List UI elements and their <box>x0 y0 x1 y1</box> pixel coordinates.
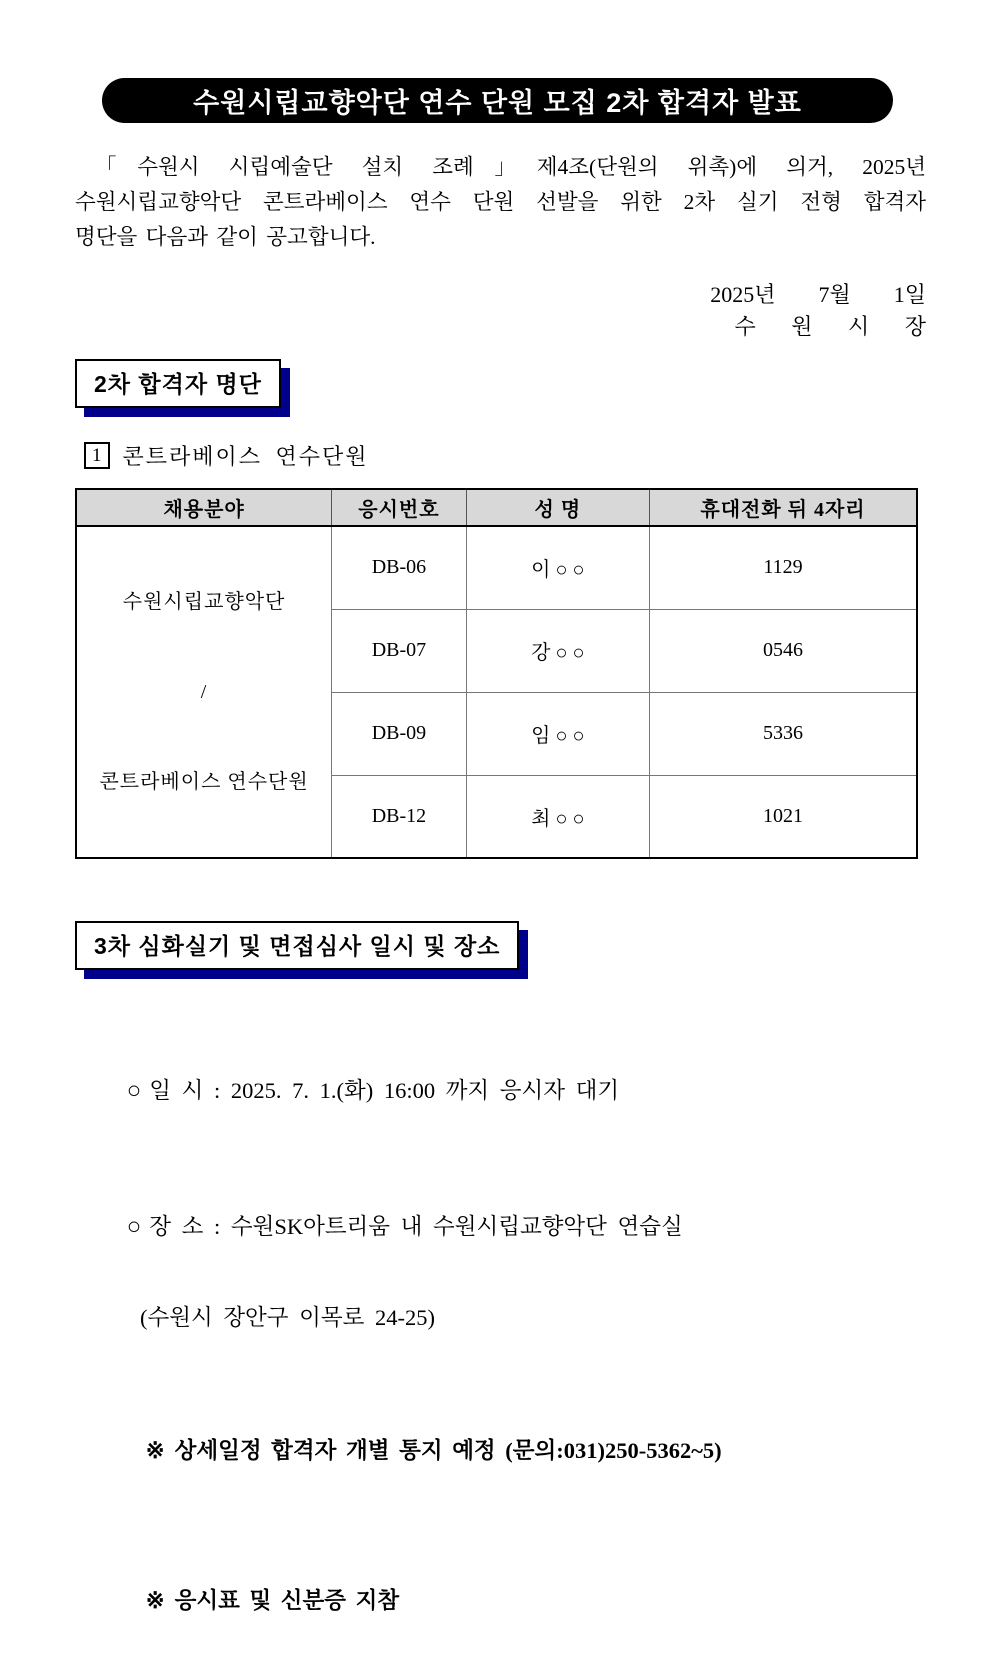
subsection-number-box: 1 <box>84 442 110 469</box>
circle-bullet-icon: ○ <box>126 1214 142 1240</box>
reference-mark-icon: ※ <box>145 1438 165 1463</box>
category-line-2: / <box>200 681 208 703</box>
reference-mark-icon: ※ <box>145 1588 165 1613</box>
applicant-name: 강 ○ ○ <box>466 609 649 692</box>
schedule-location-list <box>63 1023 992 1340</box>
col-header-phone: 휴대전화 뒤 4자리 <box>650 489 917 526</box>
applicant-number: DB-07 <box>332 609 467 692</box>
intro-paragraph <box>75 150 926 255</box>
pass-list-table <box>75 488 918 859</box>
applicant-phone: 0546 <box>650 609 917 692</box>
title-banner <box>102 78 893 123</box>
circle-bullet-icon: ○ <box>126 1078 142 1104</box>
category-line-3: 콘트라베이스 연수단원 <box>99 771 309 793</box>
intro-line-2: 수원시립교향악단 콘트라베이스 연수 단원 선발을 위한 2차 실기 전형 합격자 <box>75 190 926 214</box>
applicant-phone: 1021 <box>650 775 917 858</box>
applicant-name: 이 ○ ○ <box>466 526 649 609</box>
subsection-title: 콘트라베이스 연수단원 <box>122 444 369 469</box>
applicant-name: 최 ○ ○ <box>466 775 649 858</box>
applicant-name: 임 ○ ○ <box>466 692 649 775</box>
date-signature-block <box>0 279 926 343</box>
page-title: 수원시립교향악단 연수 단원 모집 2차 합격자 발표 <box>193 88 802 118</box>
mayor-signature: 수 원 시 장 <box>734 314 926 339</box>
schedule-item <box>63 1023 992 1159</box>
section1-header-row <box>75 359 992 408</box>
col-header-name: 성 명 <box>466 489 649 526</box>
section2-header-row <box>75 921 992 970</box>
note-item <box>88 1526 992 1676</box>
announcement-date: 2025년 7월 1일 <box>710 282 926 307</box>
col-header-number: 응시번호 <box>332 489 467 526</box>
reference-notes <box>88 1376 992 1676</box>
category-line-1: 수원시립교향악단 <box>122 591 286 613</box>
applicant-number: DB-06 <box>332 526 467 609</box>
schedule-text: 일 시 : 2025. 7. 1.(화) 16:00 까지 응시자 대기 <box>149 1078 620 1103</box>
section2-header-label: 3차 심화실기 및 면접심사 일시 및 장소 <box>94 933 501 959</box>
announcement-page <box>0 78 992 1613</box>
section2-header-box <box>75 921 519 970</box>
applicant-number: DB-12 <box>332 775 467 858</box>
intro-line-1: 「수원시 시립예술단 설치 조례」제4조(단원의 위촉)에 의거, 2025년 <box>95 155 926 179</box>
table-row <box>76 526 917 609</box>
location-text: 장 소 : 수원SK아트리움 내 수원시립교향악단 연습실 <box>149 1214 683 1239</box>
section1-subheading <box>84 440 992 471</box>
table-header-row <box>76 489 917 526</box>
note-text: 응시표 및 신분증 지참 <box>174 1588 400 1613</box>
note-item <box>88 1376 992 1526</box>
category-cell <box>76 526 332 858</box>
applicant-phone: 5336 <box>650 692 917 775</box>
note-text: 상세일정 합격자 개별 통지 예정 (문의:031)250-5362~5) <box>174 1438 722 1463</box>
location-address: (수원시 장안구 이목로 24-25) <box>140 1305 435 1330</box>
applicant-phone: 1129 <box>650 526 917 609</box>
location-item <box>63 1159 992 1295</box>
col-header-category: 채용분야 <box>76 489 332 526</box>
intro-line-3: 명단을 다음과 같이 공고합니다. <box>75 225 376 249</box>
section1-header-label: 2차 합격자 명단 <box>94 371 262 397</box>
applicant-number: DB-09 <box>332 692 467 775</box>
section1-header-box <box>75 359 281 408</box>
